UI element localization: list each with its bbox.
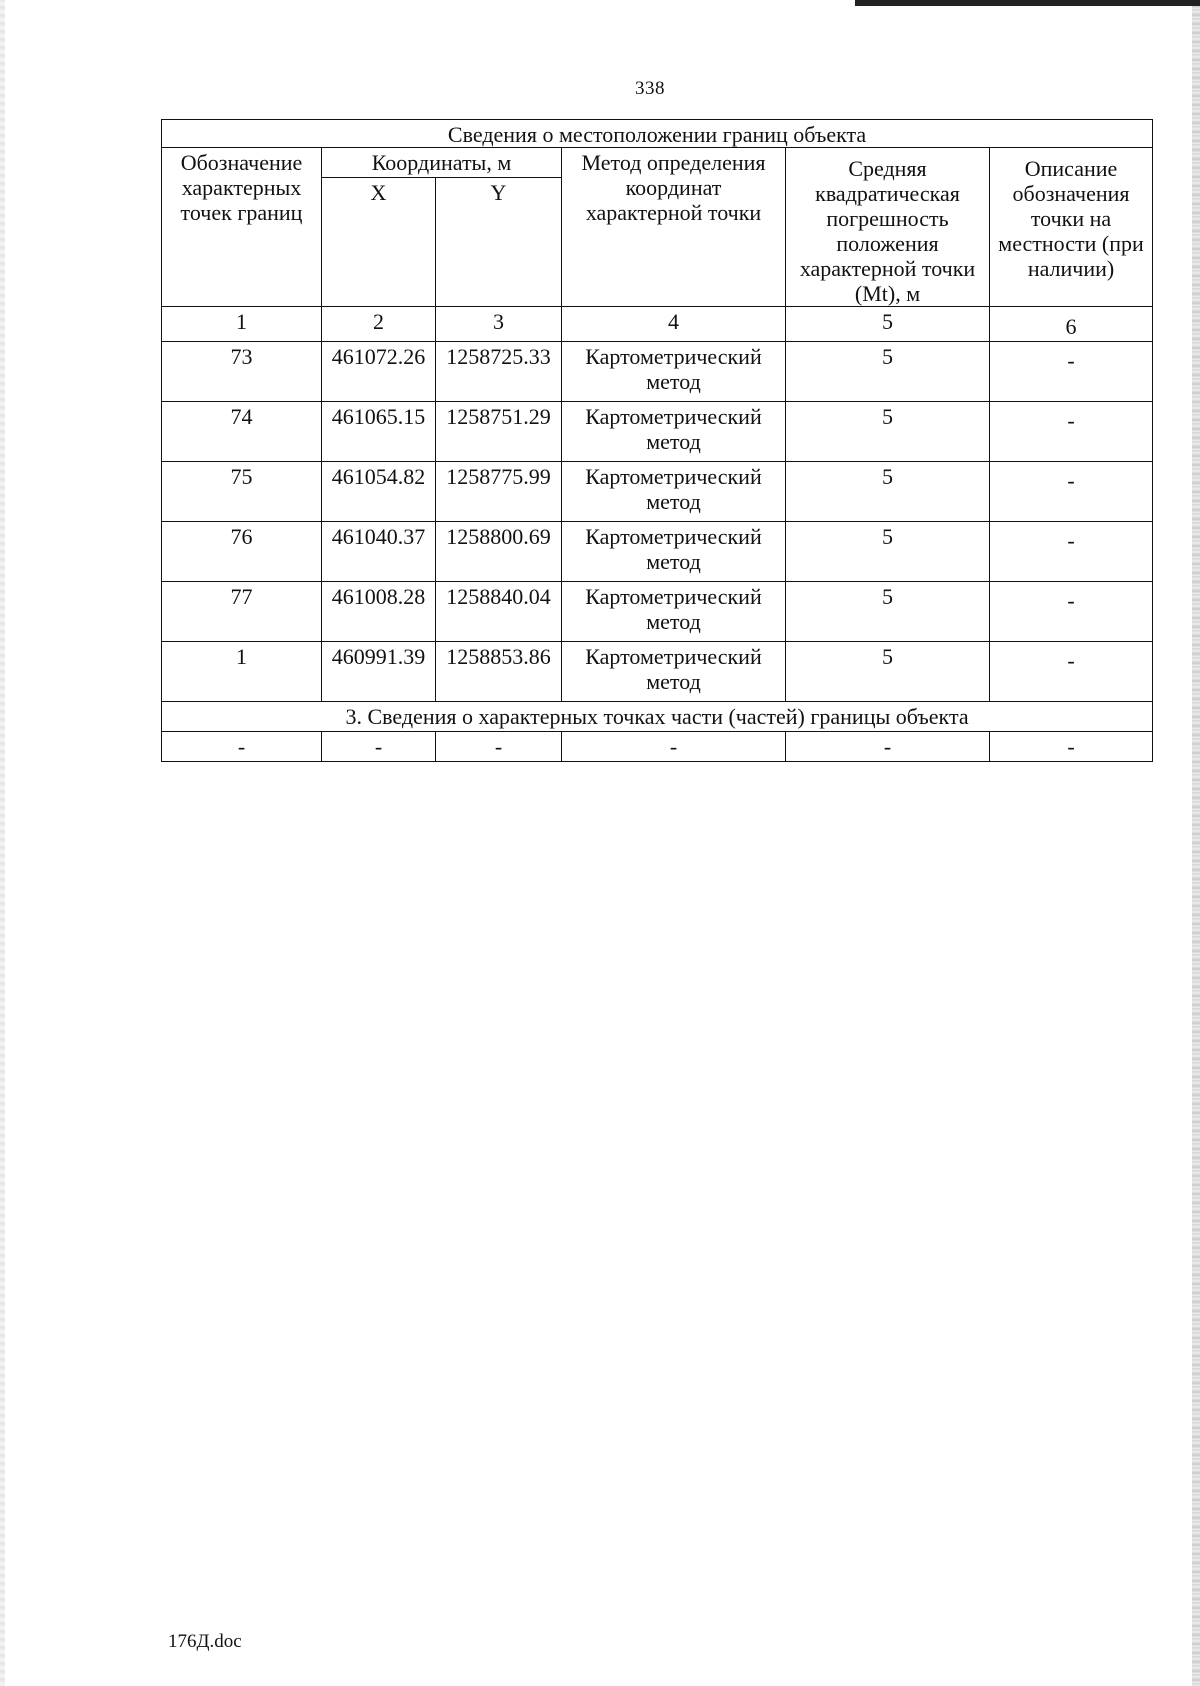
page-number: 338: [635, 78, 665, 99]
description-cell: -: [990, 342, 1153, 402]
section3-title-row: [162, 702, 1153, 732]
table-row: [162, 462, 1153, 522]
table-row: [162, 402, 1153, 462]
coord-y: 1258800.69: [436, 522, 562, 582]
coord-y: 1258853.86: [436, 642, 562, 702]
method-cell: Картометрический метод: [562, 642, 786, 702]
method-cell: Картометрический метод: [562, 582, 786, 642]
point-number: 77: [162, 582, 322, 642]
section3-cell: -: [990, 732, 1153, 762]
footer-filename: 176Д.doc: [168, 1631, 242, 1652]
section3-row: [162, 732, 1153, 762]
point-number: 1: [162, 642, 322, 702]
method-cell: Картометрический метод: [562, 402, 786, 462]
error-cell: 5: [786, 642, 990, 702]
method-cell: Картометрический метод: [562, 462, 786, 522]
description-cell: -: [990, 522, 1153, 582]
table-row: [162, 642, 1153, 702]
point-number: 74: [162, 402, 322, 462]
description-cell: -: [990, 462, 1153, 522]
column-number: 5: [786, 307, 990, 342]
method-cell: Картометрический метод: [562, 342, 786, 402]
error-cell: 5: [786, 522, 990, 582]
point-number: 73: [162, 342, 322, 402]
coord-x: 461072.26: [322, 342, 436, 402]
section3-cell: -: [786, 732, 990, 762]
scan-corner-mark: [855, 0, 1200, 6]
table-row: [162, 342, 1153, 402]
error-cell: 5: [786, 582, 990, 642]
table-title-row: [162, 120, 1153, 148]
header-coordinates: Координаты, м: [322, 148, 562, 178]
error-cell: 5: [786, 342, 990, 402]
coord-x: 461065.15: [322, 402, 436, 462]
column-number: 1: [162, 307, 322, 342]
column-number: 3: [436, 307, 562, 342]
table-title: Сведения о местоположении границ объекта: [162, 120, 1153, 148]
scan-edge-left: [0, 0, 5, 1686]
header-description: Описание обозначения точки на местности (при наличии): [990, 148, 1153, 307]
coord-y: 1258751.29: [436, 402, 562, 462]
header-x: X: [322, 178, 436, 307]
section3-title: 3. Сведения о характерных точках части (частей) границы объекта: [162, 702, 1153, 732]
table-row: [162, 582, 1153, 642]
section3-cell: -: [322, 732, 436, 762]
coord-y: 1258840.04: [436, 582, 562, 642]
coord-x: 461040.37: [322, 522, 436, 582]
boundary-points-table: [161, 119, 1153, 762]
coord-x: 460991.39: [322, 642, 436, 702]
point-number: 76: [162, 522, 322, 582]
table-header-row: [162, 148, 1153, 178]
method-cell: Картометрический метод: [562, 522, 786, 582]
column-number: 2: [322, 307, 436, 342]
header-designation: Обозначение характерных точек границ: [162, 148, 322, 307]
description-cell: -: [990, 582, 1153, 642]
coord-x: 461008.28: [322, 582, 436, 642]
section3-cell: -: [162, 732, 322, 762]
coord-y: 1258775.99: [436, 462, 562, 522]
header-y: Y: [436, 178, 562, 307]
column-number: 6: [990, 307, 1153, 342]
error-cell: 5: [786, 462, 990, 522]
point-number: 75: [162, 462, 322, 522]
description-cell: -: [990, 402, 1153, 462]
section3-cell: -: [436, 732, 562, 762]
header-method: Метод определения координат характерной точки: [562, 148, 786, 307]
header-error: Средняя квадратическая погрешность положения характерной точки (Mt), м: [786, 148, 990, 307]
coord-y: 1258725.33: [436, 342, 562, 402]
table-row: [162, 522, 1153, 582]
column-numbers-row: [162, 307, 1153, 342]
description-cell: -: [990, 642, 1153, 702]
coord-x: 461054.82: [322, 462, 436, 522]
column-number: 4: [562, 307, 786, 342]
error-cell: 5: [786, 402, 990, 462]
section3-cell: -: [562, 732, 786, 762]
scan-edge-right: [1192, 0, 1200, 1686]
